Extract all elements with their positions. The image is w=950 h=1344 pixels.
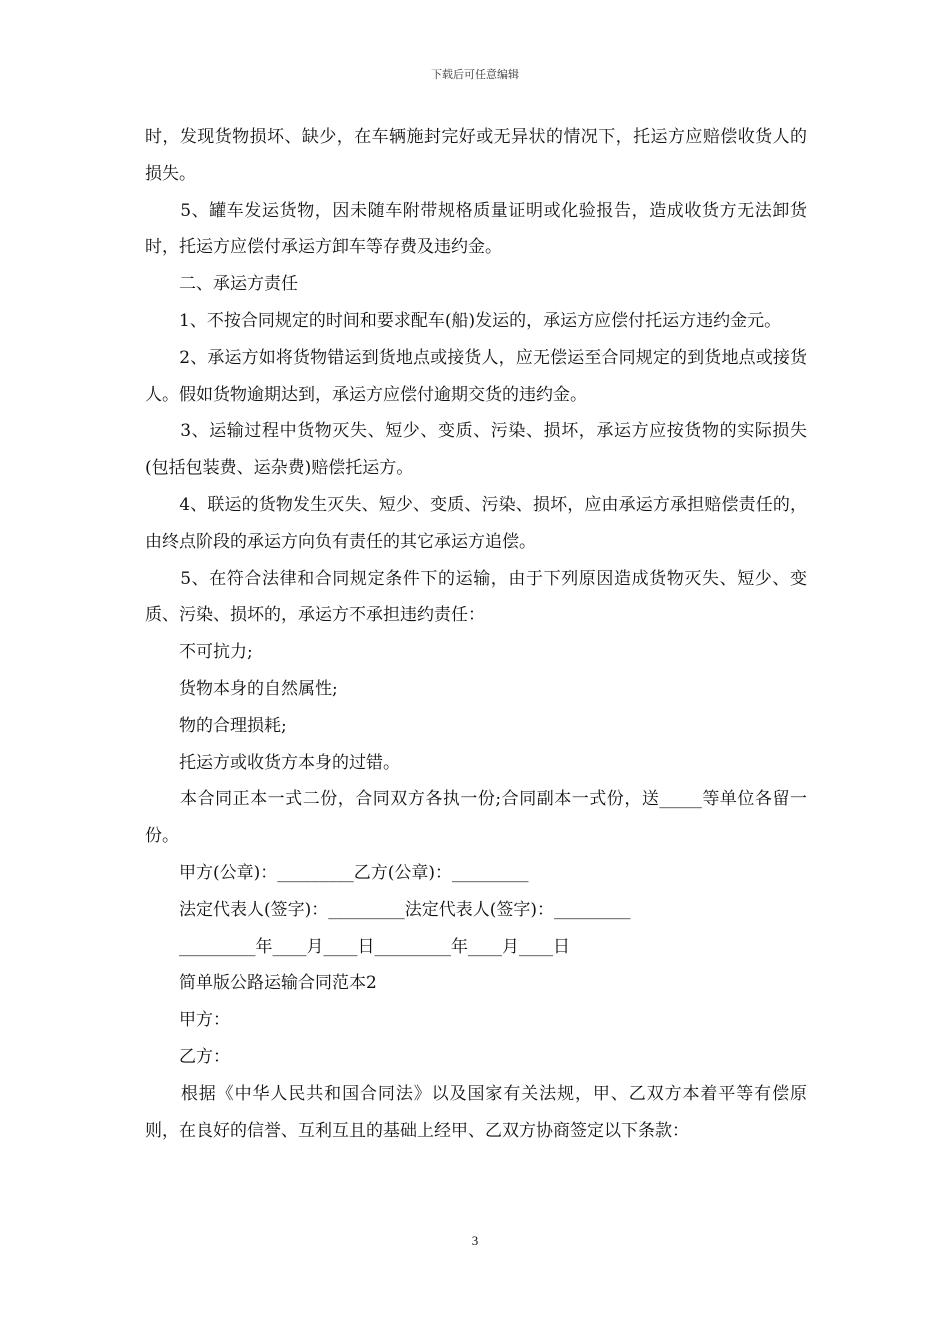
paragraph: 乙方： — [145, 1046, 230, 1067]
paragraph: _________年____月____日_________年____月____日 — [145, 936, 570, 957]
paragraph: 不可抗力; — [145, 642, 253, 663]
paragraph: 甲方(公章)：_________乙方(公章)：_________ — [145, 862, 529, 883]
paragraph: 2、承运方如将货物错运到货地点或接货人，应无偿运至合同规定的到货地点或接货人。假如货物逾期达到，承运方应偿付逾期交货的违约金。 — [145, 347, 807, 405]
paragraph: 物的合理损耗; — [145, 715, 287, 736]
paragraph: 4、联运的货物发生灭失、短少、变质、污染、损坏，应由承运方承担赔偿责任的，由终点阶段的承运方向负有责任的其它承运方追偿。 — [145, 494, 807, 552]
paragraph: 简单版公路运输合同范本2 — [145, 973, 377, 994]
paragraph: 托运方或收货方本身的过错。 — [145, 752, 400, 773]
paragraph: 5、在符合法律和合同规定条件下的运输，由于下列原因造成货物灭失、短少、变质、污染、损坏的，承运方不承担违约责任： — [145, 568, 807, 626]
paragraph: 时，发现货物损坏、缺少，在车辆施封完好或无异状的情况下，托运方应赔偿收货人的损失。 — [145, 127, 807, 184]
page-number: 3 — [471, 1233, 479, 1248]
paragraph: 二、承运方责任 — [145, 274, 298, 295]
paragraph: 1、不按合同规定的时间和要求配车(船)发运的，承运方应偿付托运方违约金元。 — [145, 310, 782, 331]
paragraph: 货物本身的自然属性; — [145, 678, 338, 699]
paragraph: 5、罐车发运货物，因未随车附带规格质量证明或化验报告，造成收货方无法卸货时，托运方应偿付承运方卸车等存费及违约金。 — [145, 200, 807, 258]
document-body — [145, 119, 807, 1149]
paragraph: 3、运输过程中货物灭失、短少、变质、污染、损坏，承运方应按货物的实际损失(包括包装费、运杂费)赔偿托运方。 — [145, 421, 807, 479]
page-header: 下载后可任意编辑 — [431, 68, 519, 81]
paragraph: 根据《中华人民共和国合同法》以及国家有关法规，甲、乙双方本着平等有偿原则，在良好的信誉、互利互且的基础上经甲、乙双方协商签定以下条款： — [145, 1083, 807, 1141]
paragraph: 本合同正本一式二份，合同双方各执一份;合同副本一式份，送_____等单位各留一份。 — [145, 789, 807, 847]
paragraph: 法定代表人(签字)：_________法定代表人(签字)：_________ — [145, 899, 631, 920]
paragraph: 甲方： — [145, 1010, 230, 1031]
